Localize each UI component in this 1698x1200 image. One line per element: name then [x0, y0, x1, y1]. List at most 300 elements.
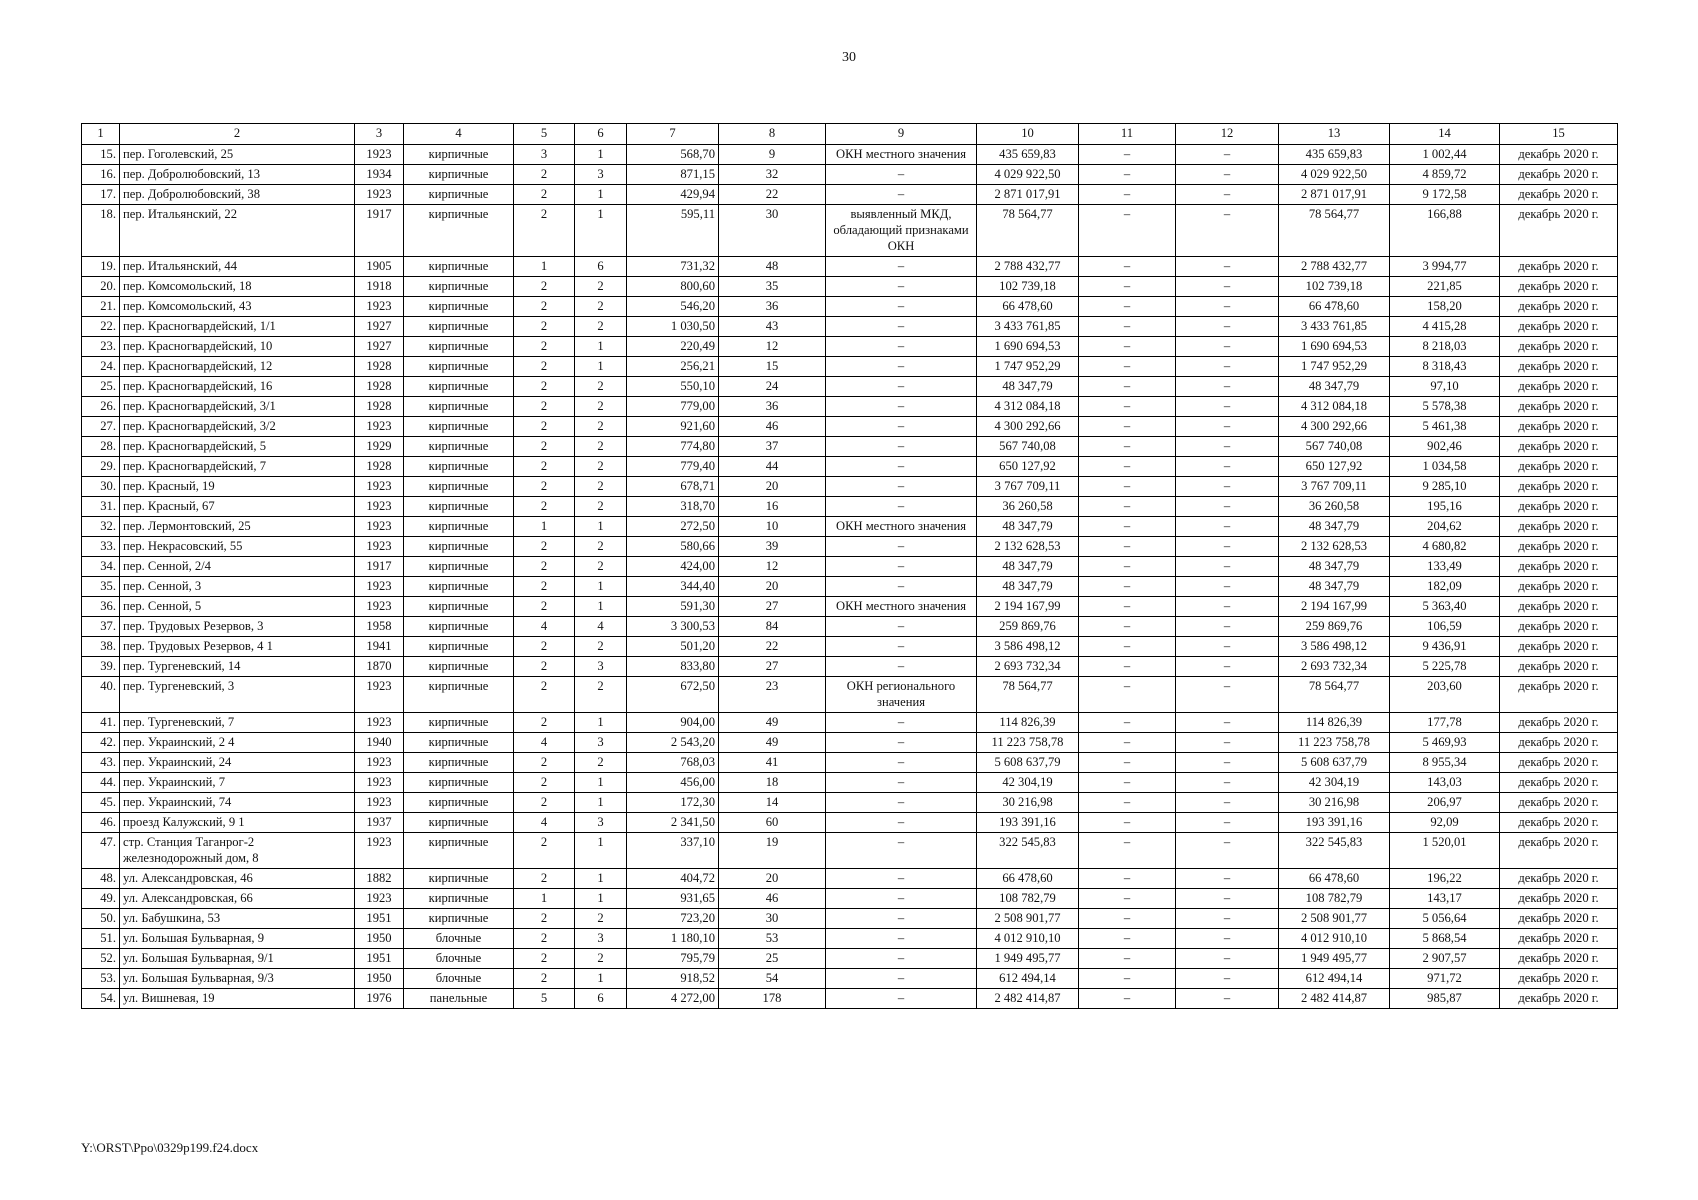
- cell-wall-material: кирпичные: [404, 477, 514, 497]
- cell-residents: 41: [719, 753, 826, 773]
- cell-year-built: 1923: [355, 793, 404, 813]
- cell-year-built: 1917: [355, 557, 404, 577]
- cell-heritage-status: –: [826, 733, 977, 753]
- table-row: [82, 497, 1618, 517]
- cell-col-11: –: [1079, 869, 1176, 889]
- cell-deadline: декабрь 2020 г.: [1500, 637, 1618, 657]
- cell-deadline: декабрь 2020 г.: [1500, 517, 1618, 537]
- cell-heritage-status: –: [826, 949, 977, 969]
- cell-wall-material: кирпичные: [404, 397, 514, 417]
- table-row: [82, 377, 1618, 397]
- cell-col-12: –: [1176, 517, 1279, 537]
- cell-residents: 49: [719, 713, 826, 733]
- cell-year-built: 1923: [355, 773, 404, 793]
- cell-col-11: –: [1079, 929, 1176, 949]
- cell-row-number: 39.: [82, 657, 120, 677]
- cell-unit-cost: 166,88: [1390, 205, 1500, 257]
- cell-total-cost: 2 194 167,99: [1279, 597, 1390, 617]
- cell-col-12: –: [1176, 277, 1279, 297]
- cell-unit-cost: 5 469,93: [1390, 733, 1500, 753]
- cell-cost: 435 659,83: [977, 145, 1079, 165]
- table-row: [82, 165, 1618, 185]
- cell-row-number: 49.: [82, 889, 120, 909]
- cell-floors: 2: [514, 657, 575, 677]
- cell-unit-cost: 5 056,64: [1390, 909, 1500, 929]
- cell-cost: 48 347,79: [977, 517, 1079, 537]
- cell-unit-cost: 2 907,57: [1390, 949, 1500, 969]
- table-row: [82, 297, 1618, 317]
- cell-col-11: –: [1079, 557, 1176, 577]
- cell-wall-material: кирпичные: [404, 457, 514, 477]
- cell-deadline: декабрь 2020 г.: [1500, 617, 1618, 637]
- cell-entrances: 2: [575, 677, 627, 713]
- cell-cost: 11 223 758,78: [977, 733, 1079, 753]
- table-row: [82, 517, 1618, 537]
- cell-address: пер. Красногвардейский, 7: [120, 457, 355, 477]
- cell-col-11: –: [1079, 597, 1176, 617]
- cell-deadline: декабрь 2020 г.: [1500, 909, 1618, 929]
- cell-cost: 1 949 495,77: [977, 949, 1079, 969]
- table-row: [82, 417, 1618, 437]
- cell-wall-material: кирпичные: [404, 517, 514, 537]
- cell-heritage-status: –: [826, 969, 977, 989]
- file-path: Y:\ORST\Ppo\0329p199.f24.docx: [81, 1140, 259, 1155]
- cell-deadline: декабрь 2020 г.: [1500, 417, 1618, 437]
- cell-row-number: 35.: [82, 577, 120, 597]
- cell-cost: 1 690 694,53: [977, 337, 1079, 357]
- cell-floors: 2: [514, 457, 575, 477]
- cell-deadline: декабрь 2020 г.: [1500, 889, 1618, 909]
- cell-address: пер. Украинский, 7: [120, 773, 355, 793]
- cell-heritage-status: –: [826, 889, 977, 909]
- cell-floors: 2: [514, 497, 575, 517]
- cell-col-12: –: [1176, 617, 1279, 637]
- cell-col-12: –: [1176, 989, 1279, 1009]
- cell-entrances: 2: [575, 753, 627, 773]
- cell-row-number: 40.: [82, 677, 120, 713]
- cell-row-number: 32.: [82, 517, 120, 537]
- cell-total-cost: 3 586 498,12: [1279, 637, 1390, 657]
- cell-col-11: –: [1079, 909, 1176, 929]
- cell-total-cost: 48 347,79: [1279, 577, 1390, 597]
- cell-row-number: 30.: [82, 477, 120, 497]
- cell-col-12: –: [1176, 297, 1279, 317]
- cell-year-built: 1923: [355, 713, 404, 733]
- cell-area: 256,21: [627, 357, 719, 377]
- cell-entrances: 2: [575, 377, 627, 397]
- cell-cost: 108 782,79: [977, 889, 1079, 909]
- cell-address: пер. Красногвардейский, 1/1: [120, 317, 355, 337]
- cell-row-number: 52.: [82, 949, 120, 969]
- cell-col-11: –: [1079, 277, 1176, 297]
- cell-wall-material: кирпичные: [404, 773, 514, 793]
- cell-unit-cost: 92,09: [1390, 813, 1500, 833]
- table-row: [82, 577, 1618, 597]
- cell-residents: 37: [719, 437, 826, 457]
- cell-cost: 3 433 761,85: [977, 317, 1079, 337]
- cell-total-cost: 2 693 732,34: [1279, 657, 1390, 677]
- cell-cost: 3 586 498,12: [977, 637, 1079, 657]
- cell-heritage-status: –: [826, 297, 977, 317]
- cell-floors: 2: [514, 557, 575, 577]
- cell-entrances: 2: [575, 497, 627, 517]
- table-row: [82, 145, 1618, 165]
- table-row: [82, 657, 1618, 677]
- cell-heritage-status: –: [826, 617, 977, 637]
- cell-heritage-status: –: [826, 713, 977, 733]
- cell-residents: 46: [719, 889, 826, 909]
- cell-floors: 2: [514, 377, 575, 397]
- cell-address: пер. Украинский, 74: [120, 793, 355, 813]
- cell-floors: 2: [514, 437, 575, 457]
- cell-row-number: 24.: [82, 357, 120, 377]
- cell-deadline: декабрь 2020 г.: [1500, 713, 1618, 733]
- cell-floors: 2: [514, 337, 575, 357]
- cell-unit-cost: 9 285,10: [1390, 477, 1500, 497]
- cell-area: 931,65: [627, 889, 719, 909]
- cell-floors: 2: [514, 753, 575, 773]
- cell-col-11: –: [1079, 257, 1176, 277]
- cell-wall-material: блочные: [404, 969, 514, 989]
- cell-deadline: декабрь 2020 г.: [1500, 257, 1618, 277]
- cell-col-12: –: [1176, 437, 1279, 457]
- cell-area: 344,40: [627, 577, 719, 597]
- cell-year-built: 1923: [355, 537, 404, 557]
- table-row: [82, 969, 1618, 989]
- cell-entrances: 1: [575, 773, 627, 793]
- cell-col-12: –: [1176, 145, 1279, 165]
- cell-unit-cost: 182,09: [1390, 577, 1500, 597]
- cell-heritage-status: –: [826, 989, 977, 1009]
- cell-entrances: 6: [575, 989, 627, 1009]
- cell-row-number: 18.: [82, 205, 120, 257]
- cell-floors: 2: [514, 185, 575, 205]
- cell-row-number: 50.: [82, 909, 120, 929]
- table-row: [82, 813, 1618, 833]
- cell-cost: 2 871 017,91: [977, 185, 1079, 205]
- cell-address: пер. Красногвардейский, 12: [120, 357, 355, 377]
- cell-floors: 1: [514, 517, 575, 537]
- cell-area: 779,40: [627, 457, 719, 477]
- cell-area: 833,80: [627, 657, 719, 677]
- cell-floors: 1: [514, 257, 575, 277]
- cell-year-built: 1950: [355, 969, 404, 989]
- cell-year-built: 1950: [355, 929, 404, 949]
- cell-deadline: декабрь 2020 г.: [1500, 557, 1618, 577]
- cell-residents: 35: [719, 277, 826, 297]
- cell-deadline: декабрь 2020 г.: [1500, 165, 1618, 185]
- cell-area: 272,50: [627, 517, 719, 537]
- column-header: 15: [1500, 124, 1618, 145]
- cell-year-built: 1928: [355, 457, 404, 477]
- table-row: [82, 833, 1618, 869]
- cell-deadline: декабрь 2020 г.: [1500, 753, 1618, 773]
- cell-residents: 12: [719, 337, 826, 357]
- cell-row-number: 38.: [82, 637, 120, 657]
- cell-heritage-status: –: [826, 437, 977, 457]
- cell-area: 220,49: [627, 337, 719, 357]
- cell-col-12: –: [1176, 477, 1279, 497]
- cell-col-11: –: [1079, 297, 1176, 317]
- cell-deadline: декабрь 2020 г.: [1500, 969, 1618, 989]
- cell-cost: 4 012 910,10: [977, 929, 1079, 949]
- table-row: [82, 397, 1618, 417]
- cell-residents: 22: [719, 185, 826, 205]
- cell-entrances: 2: [575, 297, 627, 317]
- cell-wall-material: кирпичные: [404, 257, 514, 277]
- cell-unit-cost: 195,16: [1390, 497, 1500, 517]
- cell-cost: 36 260,58: [977, 497, 1079, 517]
- cell-heritage-status: выявленный МКД, обладающий признаками ОКН: [826, 205, 977, 257]
- cell-year-built: 1940: [355, 733, 404, 753]
- cell-deadline: декабрь 2020 г.: [1500, 377, 1618, 397]
- cell-col-12: –: [1176, 165, 1279, 185]
- cell-floors: 2: [514, 417, 575, 437]
- cell-row-number: 33.: [82, 537, 120, 557]
- table-row: [82, 277, 1618, 297]
- cell-address: пер. Украинский, 24: [120, 753, 355, 773]
- table-row: [82, 257, 1618, 277]
- cell-year-built: 1951: [355, 909, 404, 929]
- cell-wall-material: кирпичные: [404, 337, 514, 357]
- cell-cost: 48 347,79: [977, 557, 1079, 577]
- cell-year-built: 1923: [355, 517, 404, 537]
- cell-row-number: 31.: [82, 497, 120, 517]
- cell-row-number: 15.: [82, 145, 120, 165]
- cell-cost: 4 312 084,18: [977, 397, 1079, 417]
- cell-area: 1 180,10: [627, 929, 719, 949]
- cell-area: 580,66: [627, 537, 719, 557]
- cell-entrances: 1: [575, 969, 627, 989]
- cell-col-12: –: [1176, 597, 1279, 617]
- cell-total-cost: 2 482 414,87: [1279, 989, 1390, 1009]
- cell-residents: 46: [719, 417, 826, 437]
- cell-floors: 4: [514, 813, 575, 833]
- cell-address: ул. Вишневая, 19: [120, 989, 355, 1009]
- cell-area: 672,50: [627, 677, 719, 713]
- table-row: [82, 909, 1618, 929]
- cell-cost: 1 747 952,29: [977, 357, 1079, 377]
- cell-col-11: –: [1079, 145, 1176, 165]
- cell-area: 404,72: [627, 869, 719, 889]
- cell-deadline: декабрь 2020 г.: [1500, 205, 1618, 257]
- cell-area: 918,52: [627, 969, 719, 989]
- cell-year-built: 1923: [355, 597, 404, 617]
- cell-residents: 49: [719, 733, 826, 753]
- cell-row-number: 47.: [82, 833, 120, 869]
- cell-row-number: 17.: [82, 185, 120, 205]
- column-header: 11: [1079, 124, 1176, 145]
- cell-year-built: 1976: [355, 989, 404, 1009]
- cell-year-built: 1923: [355, 577, 404, 597]
- cell-year-built: 1928: [355, 357, 404, 377]
- cell-total-cost: 78 564,77: [1279, 677, 1390, 713]
- cell-address: пер. Красногвардейский, 3/1: [120, 397, 355, 417]
- table-row: [82, 989, 1618, 1009]
- cell-residents: 32: [719, 165, 826, 185]
- cell-col-12: –: [1176, 637, 1279, 657]
- cell-residents: 18: [719, 773, 826, 793]
- cell-row-number: 43.: [82, 753, 120, 773]
- cell-col-11: –: [1079, 577, 1176, 597]
- cell-address: ул. Большая Бульварная, 9/1: [120, 949, 355, 969]
- cell-address: пер. Красный, 67: [120, 497, 355, 517]
- cell-col-11: –: [1079, 185, 1176, 205]
- registry-table: [81, 123, 1618, 1009]
- cell-wall-material: кирпичные: [404, 657, 514, 677]
- cell-wall-material: кирпичные: [404, 297, 514, 317]
- cell-floors: 4: [514, 617, 575, 637]
- cell-unit-cost: 143,17: [1390, 889, 1500, 909]
- cell-year-built: 1923: [355, 677, 404, 713]
- cell-wall-material: кирпичные: [404, 417, 514, 437]
- cell-entrances: 2: [575, 949, 627, 969]
- cell-year-built: 1923: [355, 145, 404, 165]
- cell-area: 429,94: [627, 185, 719, 205]
- cell-address: пер. Красногвардейский, 3/2: [120, 417, 355, 437]
- cell-heritage-status: –: [826, 773, 977, 793]
- cell-area: 568,70: [627, 145, 719, 165]
- cell-entrances: 3: [575, 929, 627, 949]
- table-row: [82, 205, 1618, 257]
- cell-deadline: декабрь 2020 г.: [1500, 773, 1618, 793]
- cell-heritage-status: ОКН местного значения: [826, 597, 977, 617]
- cell-area: 2 543,20: [627, 733, 719, 753]
- cell-row-number: 54.: [82, 989, 120, 1009]
- cell-entrances: 3: [575, 165, 627, 185]
- cell-entrances: 1: [575, 869, 627, 889]
- cell-wall-material: кирпичные: [404, 497, 514, 517]
- cell-year-built: 1923: [355, 833, 404, 869]
- cell-deadline: декабрь 2020 г.: [1500, 677, 1618, 713]
- cell-total-cost: 30 216,98: [1279, 793, 1390, 813]
- cell-col-12: –: [1176, 377, 1279, 397]
- cell-deadline: декабрь 2020 г.: [1500, 989, 1618, 1009]
- cell-unit-cost: 97,10: [1390, 377, 1500, 397]
- cell-col-12: –: [1176, 793, 1279, 813]
- cell-floors: 2: [514, 577, 575, 597]
- cell-heritage-status: –: [826, 317, 977, 337]
- cell-col-11: –: [1079, 733, 1176, 753]
- cell-total-cost: 612 494,14: [1279, 969, 1390, 989]
- cell-deadline: декабрь 2020 г.: [1500, 597, 1618, 617]
- cell-area: 3 300,53: [627, 617, 719, 637]
- cell-total-cost: 2 871 017,91: [1279, 185, 1390, 205]
- cell-col-11: –: [1079, 377, 1176, 397]
- cell-floors: 1: [514, 889, 575, 909]
- cell-residents: 20: [719, 477, 826, 497]
- column-header: 12: [1176, 124, 1279, 145]
- cell-col-12: –: [1176, 773, 1279, 793]
- cell-area: 501,20: [627, 637, 719, 657]
- cell-cost: 2 788 432,77: [977, 257, 1079, 277]
- cell-total-cost: 4 300 292,66: [1279, 417, 1390, 437]
- cell-residents: 10: [719, 517, 826, 537]
- cell-deadline: декабрь 2020 г.: [1500, 537, 1618, 557]
- cell-row-number: 37.: [82, 617, 120, 637]
- table-row: [82, 557, 1618, 577]
- cell-floors: 2: [514, 357, 575, 377]
- cell-area: 4 272,00: [627, 989, 719, 1009]
- cell-entrances: 2: [575, 477, 627, 497]
- cell-total-cost: 322 545,83: [1279, 833, 1390, 869]
- cell-heritage-status: ОКН местного значения: [826, 517, 977, 537]
- cell-residents: 36: [719, 297, 826, 317]
- cell-area: 456,00: [627, 773, 719, 793]
- cell-floors: 2: [514, 277, 575, 297]
- cell-residents: 178: [719, 989, 826, 1009]
- cell-entrances: 1: [575, 205, 627, 257]
- cell-floors: 2: [514, 869, 575, 889]
- cell-row-number: 44.: [82, 773, 120, 793]
- cell-unit-cost: 143,03: [1390, 773, 1500, 793]
- cell-col-12: –: [1176, 497, 1279, 517]
- cell-area: 337,10: [627, 833, 719, 869]
- cell-unit-cost: 5 578,38: [1390, 397, 1500, 417]
- cell-heritage-status: –: [826, 753, 977, 773]
- cell-heritage-status: –: [826, 909, 977, 929]
- cell-row-number: 41.: [82, 713, 120, 733]
- cell-unit-cost: 5 868,54: [1390, 929, 1500, 949]
- cell-wall-material: блочные: [404, 929, 514, 949]
- cell-wall-material: кирпичные: [404, 637, 514, 657]
- cell-address: ул. Большая Бульварная, 9: [120, 929, 355, 949]
- cell-area: 723,20: [627, 909, 719, 929]
- cell-floors: 2: [514, 597, 575, 617]
- cell-total-cost: 66 478,60: [1279, 869, 1390, 889]
- cell-row-number: 23.: [82, 337, 120, 357]
- cell-wall-material: кирпичные: [404, 317, 514, 337]
- cell-entrances: 2: [575, 437, 627, 457]
- cell-col-11: –: [1079, 773, 1176, 793]
- cell-wall-material: кирпичные: [404, 833, 514, 869]
- cell-total-cost: 567 740,08: [1279, 437, 1390, 457]
- cell-cost: 66 478,60: [977, 297, 1079, 317]
- cell-heritage-status: –: [826, 417, 977, 437]
- cell-wall-material: кирпичные: [404, 713, 514, 733]
- cell-address: пер. Украинский, 2 4: [120, 733, 355, 753]
- cell-entrances: 2: [575, 397, 627, 417]
- cell-row-number: 46.: [82, 813, 120, 833]
- cell-row-number: 22.: [82, 317, 120, 337]
- cell-residents: 12: [719, 557, 826, 577]
- cell-col-12: –: [1176, 537, 1279, 557]
- column-header: 7: [627, 124, 719, 145]
- column-header: 3: [355, 124, 404, 145]
- cell-col-11: –: [1079, 813, 1176, 833]
- table-row: [82, 949, 1618, 969]
- cell-floors: 2: [514, 929, 575, 949]
- cell-address: пер. Итальянский, 44: [120, 257, 355, 277]
- cell-col-11: –: [1079, 497, 1176, 517]
- table-row: [82, 597, 1618, 617]
- cell-cost: 48 347,79: [977, 577, 1079, 597]
- cell-floors: 3: [514, 145, 575, 165]
- cell-deadline: декабрь 2020 г.: [1500, 497, 1618, 517]
- cell-year-built: 1951: [355, 949, 404, 969]
- column-header: 14: [1390, 124, 1500, 145]
- cell-col-11: –: [1079, 477, 1176, 497]
- cell-entrances: 1: [575, 145, 627, 165]
- table-row: [82, 869, 1618, 889]
- cell-row-number: 42.: [82, 733, 120, 753]
- table-row: [82, 477, 1618, 497]
- cell-heritage-status: –: [826, 657, 977, 677]
- cell-col-12: –: [1176, 397, 1279, 417]
- cell-residents: 16: [719, 497, 826, 517]
- cell-wall-material: кирпичные: [404, 889, 514, 909]
- cell-entrances: 2: [575, 277, 627, 297]
